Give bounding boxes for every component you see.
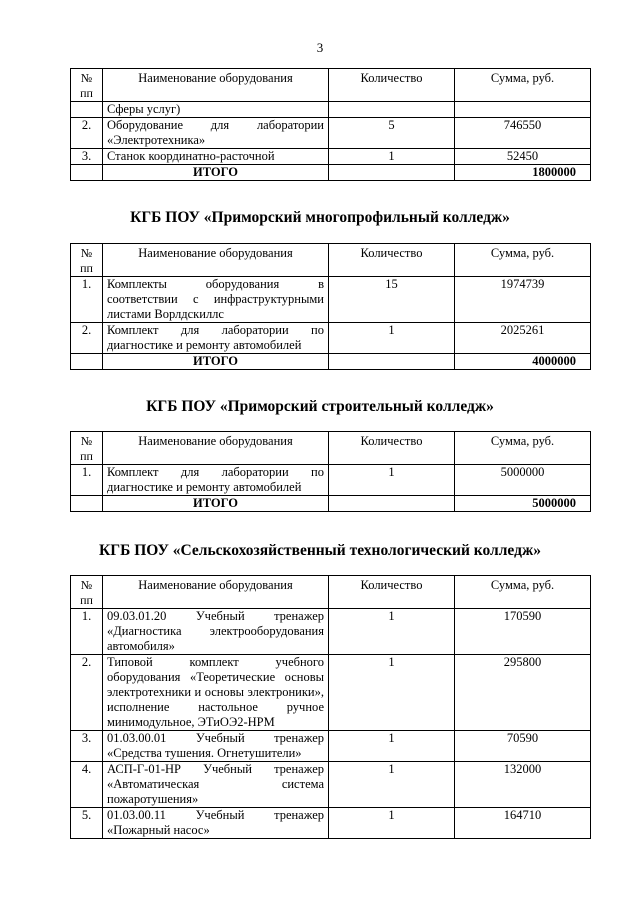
total-sum: 1800000 <box>455 165 591 181</box>
column-header-num: № пп <box>71 576 103 609</box>
table-row <box>71 277 591 323</box>
row-qty <box>329 102 455 118</box>
equipment-table-agricultural <box>70 575 591 839</box>
total-qty-cell <box>329 165 455 181</box>
row-qty: 1 <box>329 655 455 731</box>
column-header-name: Наименование оборудования <box>103 244 329 277</box>
row-qty: 15 <box>329 277 455 323</box>
table-row <box>71 465 591 496</box>
table-row <box>71 609 591 655</box>
column-header-qty: Количество <box>329 69 455 102</box>
equipment-table-multiprofile <box>70 243 591 370</box>
column-header-name: Наименование оборудования <box>103 432 329 465</box>
total-row <box>71 165 591 181</box>
row-qty: 1 <box>329 609 455 655</box>
row-name: 09.03.01.20 Учебный тренажер «Диагностика электрооборудования автомобиля» <box>103 609 329 655</box>
row-qty: 1 <box>329 808 455 839</box>
row-sum: 295800 <box>455 655 591 731</box>
total-row <box>71 496 591 512</box>
row-name: Типовой комплект учебного оборудования «Теоретические основы электротехники и основы электроники», исполнение настольное ручное минимодульное, ЭТиОЭ2-НРМ <box>103 655 329 731</box>
row-num: 4. <box>71 762 103 808</box>
table-row <box>71 655 591 731</box>
column-header-qty: Количество <box>329 244 455 277</box>
column-header-name: Наименование оборудования <box>103 69 329 102</box>
total-sum: 4000000 <box>455 354 591 370</box>
row-name: АСП-Г-01-НР Учебный тренажер «Автоматическая система пожаротушения» <box>103 762 329 808</box>
row-num: 1. <box>71 465 103 496</box>
row-sum: 70590 <box>455 731 591 762</box>
column-header-name: Наименование оборудования <box>103 576 329 609</box>
total-sum: 5000000 <box>455 496 591 512</box>
table-header-row <box>71 432 591 465</box>
row-qty: 1 <box>329 731 455 762</box>
table-header-row <box>71 576 591 609</box>
row-num: 1. <box>71 609 103 655</box>
row-name: Станок координатно-расточной <box>103 149 329 165</box>
row-name: Оборудование для лаборатории «Электротехника» <box>103 118 329 149</box>
total-qty-cell <box>329 496 455 512</box>
column-header-qty: Количество <box>329 432 455 465</box>
row-num: 2. <box>71 118 103 149</box>
equipment-table-construction <box>70 431 591 512</box>
section-title: КГБ ПОУ «Сельскохозяйственный технологический колледж» <box>99 542 541 559</box>
row-name: 01.03.00.01 Учебный тренажер «Средства тушения. Огнетушители» <box>103 731 329 762</box>
table-row <box>71 149 591 165</box>
column-header-num: № пп <box>71 69 103 102</box>
row-num: 1. <box>71 277 103 323</box>
row-sum: 170590 <box>455 609 591 655</box>
row-name: Комплект для лаборатории по диагностике и ремонту автомобилей <box>103 323 329 354</box>
table-header-row <box>71 244 591 277</box>
row-num: 2. <box>71 655 103 731</box>
row-sum: 746550 <box>455 118 591 149</box>
row-sum: 132000 <box>455 762 591 808</box>
total-label: ИТОГО <box>103 496 329 512</box>
row-qty: 1 <box>329 149 455 165</box>
total-num-cell <box>71 496 103 512</box>
equipment-table-continuation <box>70 68 591 181</box>
section-title: КГБ ПОУ «Приморский многопрофильный колледж» <box>130 209 510 226</box>
table-row <box>71 323 591 354</box>
row-sum: 1974739 <box>455 277 591 323</box>
row-sum: 2025261 <box>455 323 591 354</box>
row-num: 2. <box>71 323 103 354</box>
total-num-cell <box>71 354 103 370</box>
column-header-sum: Сумма, руб. <box>455 432 591 465</box>
row-qty: 1 <box>329 465 455 496</box>
table-row <box>71 102 591 118</box>
total-qty-cell <box>329 354 455 370</box>
column-header-sum: Сумма, руб. <box>455 244 591 277</box>
column-header-sum: Сумма, руб. <box>455 69 591 102</box>
row-num <box>71 102 103 118</box>
column-header-num: № пп <box>71 244 103 277</box>
row-sum <box>455 102 591 118</box>
row-name: Комплект для лаборатории по диагностике и ремонту автомобилей <box>103 465 329 496</box>
row-qty: 1 <box>329 762 455 808</box>
row-sum: 5000000 <box>455 465 591 496</box>
row-qty: 5 <box>329 118 455 149</box>
total-row <box>71 354 591 370</box>
table-row <box>71 118 591 149</box>
page-number: 3 <box>316 40 324 55</box>
row-num: 5. <box>71 808 103 839</box>
column-header-num: № пп <box>71 432 103 465</box>
total-num-cell <box>71 165 103 181</box>
row-sum: 52450 <box>455 149 591 165</box>
total-label: ИТОГО <box>103 165 329 181</box>
total-label: ИТОГО <box>103 354 329 370</box>
row-name: 01.03.00.11 Учебный тренажер «Пожарный насос» <box>103 808 329 839</box>
row-num: 3. <box>71 731 103 762</box>
section-title: КГБ ПОУ «Приморский строительный колледж» <box>146 398 494 415</box>
row-sum: 164710 <box>455 808 591 839</box>
table-row <box>71 762 591 808</box>
table-row <box>71 808 591 839</box>
table-row <box>71 731 591 762</box>
row-num: 3. <box>71 149 103 165</box>
row-name: Сферы услуг) <box>103 102 329 118</box>
table-header-row <box>71 69 591 102</box>
column-header-qty: Количество <box>329 576 455 609</box>
row-qty: 1 <box>329 323 455 354</box>
row-name: Комплекты оборудования в соответствии с инфраструктурными листами Ворлдскиллс <box>103 277 329 323</box>
column-header-sum: Сумма, руб. <box>455 576 591 609</box>
